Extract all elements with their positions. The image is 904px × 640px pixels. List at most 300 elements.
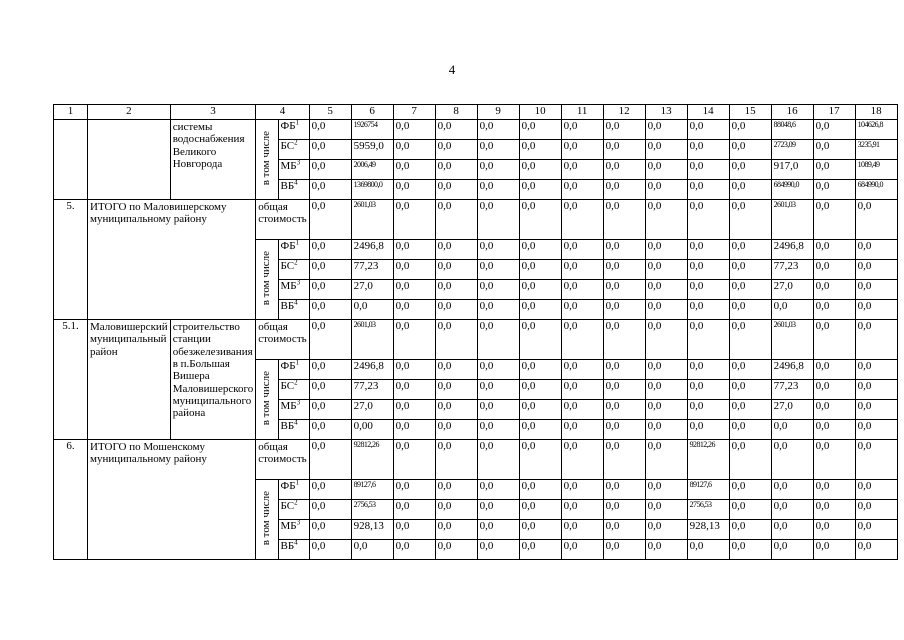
value-cell: 0,0 <box>687 280 729 300</box>
column-number: 3 <box>170 105 256 120</box>
value-cell: 0,0 <box>813 440 855 480</box>
value-cell: 0,0 <box>855 360 897 380</box>
value-cell: 0,0 <box>729 160 771 180</box>
value-cell: 0,0 <box>855 480 897 500</box>
value-cell: 0,0 <box>519 300 561 320</box>
value-cell: 0,0 <box>729 440 771 480</box>
value-cell: 0,0 <box>687 180 729 200</box>
value-cell: 0,0 <box>813 300 855 320</box>
value-cell: 0,0 <box>645 280 687 300</box>
project-name: системы водоснабжения Великого Новгорода <box>170 120 256 200</box>
value-cell: 0,0 <box>645 140 687 160</box>
value-cell: 0,0 <box>435 300 477 320</box>
value-cell: 0,0 <box>561 200 603 240</box>
value-cell: 0,0 <box>435 260 477 280</box>
column-number: 11 <box>561 105 603 120</box>
value-cell: 0,0 <box>813 120 855 140</box>
budget-code <box>278 480 309 500</box>
value-cell: 0,0 <box>855 440 897 480</box>
value-cell: 0,0 <box>435 420 477 440</box>
value-cell: 0,0 <box>729 520 771 540</box>
value-cell: 0,0 <box>729 380 771 400</box>
value-cell: 0,0 <box>309 520 351 540</box>
value-cell: 0,0 <box>393 200 435 240</box>
budget-code-index: 2 <box>294 499 298 507</box>
value-cell: 0,0 <box>561 540 603 560</box>
value-cell: 0,0 <box>519 360 561 380</box>
value-cell: 0,0 <box>561 280 603 300</box>
value-cell: 0,0 <box>477 320 519 360</box>
value-cell: 0,0 <box>645 540 687 560</box>
value-cell: 0,0 <box>603 420 645 440</box>
value-cell: 0,0 <box>309 400 351 420</box>
column-number: 13 <box>645 105 687 120</box>
budget-code-index: 4 <box>294 179 298 187</box>
value-cell: 0,0 <box>477 400 519 420</box>
budget-code <box>278 240 309 260</box>
budget-code <box>278 260 309 280</box>
value-cell: 0,0 <box>687 360 729 380</box>
value-cell: 2496,8 <box>351 240 393 260</box>
value-cell: 0,0 <box>645 360 687 380</box>
value-cell: 0,0 <box>309 360 351 380</box>
value-cell: 0,0 <box>603 500 645 520</box>
budget-code-index: 2 <box>294 139 298 147</box>
value-cell: 0,0 <box>393 120 435 140</box>
value-cell: 1089,49 <box>855 160 897 180</box>
value-cell: 0,0 <box>435 180 477 200</box>
value-cell: 0,0 <box>477 300 519 320</box>
value-cell: 0,0 <box>855 200 897 240</box>
value-cell: 0,0 <box>603 360 645 380</box>
value-cell: 0,0 <box>687 120 729 140</box>
column-number: 1 <box>54 105 88 120</box>
budget-code-text: ВБ <box>280 180 295 192</box>
value-cell: 0,0 <box>687 540 729 560</box>
district-name: Маловишерский муниципальный район <box>88 320 171 440</box>
value-cell: 0,0 <box>771 520 813 540</box>
value-cell: 0,0 <box>603 200 645 240</box>
value-cell: 27,0 <box>771 280 813 300</box>
value-cell: 0,0 <box>729 420 771 440</box>
value-cell: 0,0 <box>477 200 519 240</box>
column-number: 15 <box>729 105 771 120</box>
value-cell: 0,0 <box>435 160 477 180</box>
value-cell: 0,0 <box>813 480 855 500</box>
budget-code-index: 3 <box>296 399 301 407</box>
value-cell: 0,0 <box>519 440 561 480</box>
value-cell: 0,0 <box>729 400 771 420</box>
value-cell: 0,0 <box>729 300 771 320</box>
value-cell: 2006,49 <box>351 160 393 180</box>
district-name <box>88 120 171 200</box>
value-cell: 0,0 <box>435 480 477 500</box>
value-cell: 0,0 <box>309 420 351 440</box>
value-cell: 0,0 <box>393 160 435 180</box>
value-cell: 0,0 <box>435 540 477 560</box>
value-cell: 0,0 <box>435 120 477 140</box>
value-cell: 0,0 <box>477 180 519 200</box>
value-cell: 0,0 <box>729 180 771 200</box>
value-cell: 0,0 <box>687 160 729 180</box>
value-cell: 0,0 <box>561 260 603 280</box>
value-cell: 0,0 <box>603 520 645 540</box>
value-cell: 0,0 <box>309 300 351 320</box>
value-cell: 0,0 <box>729 140 771 160</box>
budget-code-text: ВБ <box>280 300 295 312</box>
value-cell: 0,0 <box>645 200 687 240</box>
value-cell: 0,0 <box>435 320 477 360</box>
value-cell: 2601,03 <box>771 320 813 360</box>
value-cell: 0,0 <box>603 160 645 180</box>
value-cell: 27,0 <box>771 400 813 420</box>
budget-code-text: МБ <box>280 160 297 172</box>
value-cell: 0,0 <box>393 420 435 440</box>
value-cell: 0,0 <box>309 440 351 480</box>
value-cell: 0,0 <box>351 540 393 560</box>
budget-code <box>278 360 309 380</box>
value-cell: 0,0 <box>519 240 561 260</box>
value-cell: 0,0 <box>687 240 729 260</box>
value-cell: 0,0 <box>393 380 435 400</box>
value-cell: 0,0 <box>393 500 435 520</box>
value-cell: 0,0 <box>309 380 351 400</box>
budget-code-index: 1 <box>295 479 300 487</box>
value-cell: 684990,0 <box>855 180 897 200</box>
section-title: ИТОГО по Маловишерскому муниципальному району <box>88 200 256 320</box>
value-cell: 0,0 <box>393 180 435 200</box>
value-cell: 0,0 <box>729 500 771 520</box>
section-total-row <box>54 200 898 240</box>
column-number: 10 <box>519 105 561 120</box>
value-cell: 0,0 <box>561 500 603 520</box>
value-cell: 0,0 <box>645 180 687 200</box>
value-cell: 0,0 <box>813 320 855 360</box>
value-cell: 2723,09 <box>771 140 813 160</box>
value-cell: 0,0 <box>561 440 603 480</box>
budget-code-text: МБ <box>280 280 297 292</box>
value-cell: 0,0 <box>393 260 435 280</box>
value-cell: 2601,03 <box>351 200 393 240</box>
value-cell: 0,0 <box>645 300 687 320</box>
value-cell: 0,0 <box>645 240 687 260</box>
value-cell: 0,0 <box>729 320 771 360</box>
including-label <box>256 480 278 560</box>
value-cell: 89127,6 <box>687 480 729 500</box>
value-cell: 2496,8 <box>771 360 813 380</box>
value-cell: 0,0 <box>645 320 687 360</box>
value-cell: 0,0 <box>393 140 435 160</box>
budget-code-text: ВБ <box>280 540 295 552</box>
value-cell: 0,0 <box>855 420 897 440</box>
total-cost-label: общая стоимость <box>256 440 309 480</box>
value-cell: 0,0 <box>729 120 771 140</box>
budget-code-text: БС <box>280 140 295 152</box>
value-cell: 0,0 <box>309 500 351 520</box>
value-cell: 0,00 <box>351 420 393 440</box>
value-cell: 0,0 <box>603 540 645 560</box>
value-cell: 0,0 <box>393 320 435 360</box>
value-cell: 0,0 <box>561 240 603 260</box>
value-cell: 0,0 <box>435 520 477 540</box>
value-cell: 0,0 <box>519 480 561 500</box>
value-cell: 0,0 <box>477 160 519 180</box>
value-cell: 0,0 <box>855 500 897 520</box>
value-cell: 917,0 <box>771 160 813 180</box>
value-cell: 0,0 <box>813 420 855 440</box>
value-cell: 5959,0 <box>351 140 393 160</box>
value-cell: 0,0 <box>855 540 897 560</box>
value-cell: 0,0 <box>309 180 351 200</box>
value-cell: 0,0 <box>855 320 897 360</box>
total-cost-label: общая стоимость <box>256 320 309 360</box>
value-cell: 0,0 <box>645 120 687 140</box>
column-number: 16 <box>771 105 813 120</box>
value-cell: 0,0 <box>519 280 561 300</box>
value-cell: 0,0 <box>729 360 771 380</box>
value-cell: 0,0 <box>771 480 813 500</box>
value-cell: 0,0 <box>477 540 519 560</box>
value-cell: 0,0 <box>561 480 603 500</box>
value-cell: 0,0 <box>603 320 645 360</box>
value-cell: 0,0 <box>309 480 351 500</box>
value-cell: 0,0 <box>813 160 855 180</box>
value-cell: 0,0 <box>645 500 687 520</box>
value-cell: 0,0 <box>561 120 603 140</box>
value-cell: 0,0 <box>393 520 435 540</box>
value-cell: 0,0 <box>855 240 897 260</box>
budget-code <box>278 380 309 400</box>
value-cell: 0,0 <box>813 200 855 240</box>
including-text: в том числе <box>260 130 273 185</box>
value-cell: 0,0 <box>603 440 645 480</box>
value-cell: 0,0 <box>519 400 561 420</box>
value-cell: 0,0 <box>393 300 435 320</box>
budget-code-index: 2 <box>294 379 298 387</box>
value-cell: 0,0 <box>813 360 855 380</box>
value-cell: 0,0 <box>519 160 561 180</box>
value-cell: 0,0 <box>309 140 351 160</box>
value-cell: 0,0 <box>477 260 519 280</box>
value-cell: 2496,8 <box>351 360 393 380</box>
column-number: 7 <box>393 105 435 120</box>
value-cell: 27,0 <box>351 400 393 420</box>
value-cell: 1926754 <box>351 120 393 140</box>
value-cell: 684990,0 <box>771 180 813 200</box>
budget-code-text: ФБ <box>280 360 296 372</box>
section-number: 6. <box>54 440 88 560</box>
value-cell: 0,0 <box>687 200 729 240</box>
budget-code-index: 4 <box>294 539 298 547</box>
budget-code-text: ФБ <box>280 120 296 132</box>
budget-code <box>278 280 309 300</box>
value-cell: 0,0 <box>393 480 435 500</box>
value-cell: 89127,6 <box>351 480 393 500</box>
value-cell: 0,0 <box>645 380 687 400</box>
value-cell: 0,0 <box>561 140 603 160</box>
including-label <box>256 360 278 440</box>
value-cell: 0,0 <box>855 260 897 280</box>
value-cell: 0,0 <box>729 200 771 240</box>
value-cell: 0,0 <box>477 440 519 480</box>
budget-code-text: МБ <box>280 520 297 532</box>
value-cell: 88048,6 <box>771 120 813 140</box>
budget-code-text: ФБ <box>280 240 296 252</box>
budget-code-text: МБ <box>280 400 297 412</box>
including-label <box>256 120 278 200</box>
value-cell: 0,0 <box>519 420 561 440</box>
value-cell: 0,0 <box>603 380 645 400</box>
total-cost-label: общая стоимость <box>256 200 309 240</box>
value-cell: 0,0 <box>351 300 393 320</box>
value-cell: 0,0 <box>435 240 477 260</box>
column-number: 17 <box>813 105 855 120</box>
section-total-row <box>54 440 898 480</box>
value-cell: 0,0 <box>771 500 813 520</box>
value-cell: 0,0 <box>813 520 855 540</box>
value-cell: 0,0 <box>603 400 645 420</box>
budget-code-text: ФБ <box>280 480 296 492</box>
value-cell: 0,0 <box>435 280 477 300</box>
budget-code-index: 4 <box>294 419 298 427</box>
value-cell: 0,0 <box>477 240 519 260</box>
value-cell: 0,0 <box>561 300 603 320</box>
value-cell: 0,0 <box>561 420 603 440</box>
value-cell: 2601,03 <box>351 320 393 360</box>
column-number: 8 <box>435 105 477 120</box>
budget-code-text: БС <box>280 260 295 272</box>
value-cell: 0,0 <box>309 540 351 560</box>
budget-code <box>278 300 309 320</box>
funding-row <box>54 120 898 140</box>
value-cell: 3235,91 <box>855 140 897 160</box>
value-cell: 104626,8 <box>855 120 897 140</box>
value-cell: 0,0 <box>855 280 897 300</box>
column-number: 2 <box>88 105 171 120</box>
value-cell: 0,0 <box>393 440 435 480</box>
value-cell: 2496,8 <box>771 240 813 260</box>
column-number: 6 <box>351 105 393 120</box>
column-number: 5 <box>309 105 351 120</box>
value-cell: 0,0 <box>645 440 687 480</box>
value-cell: 0,0 <box>813 500 855 520</box>
value-cell: 0,0 <box>561 400 603 420</box>
budget-code-index: 3 <box>296 519 301 527</box>
value-cell: 2756,53 <box>687 500 729 520</box>
column-number: 14 <box>687 105 729 120</box>
value-cell: 77,23 <box>771 260 813 280</box>
value-cell: 0,0 <box>519 180 561 200</box>
value-cell: 0,0 <box>855 400 897 420</box>
value-cell: 0,0 <box>393 360 435 380</box>
budget-code <box>278 120 309 140</box>
column-number: 18 <box>855 105 897 120</box>
header-row <box>54 105 898 120</box>
including-text: в том числе <box>260 490 273 545</box>
value-cell: 0,0 <box>645 480 687 500</box>
value-cell: 0,0 <box>477 380 519 400</box>
value-cell: 77,23 <box>351 380 393 400</box>
value-cell: 928,13 <box>351 520 393 540</box>
page-number: 4 <box>448 62 456 77</box>
budget-code-index: 3 <box>296 279 301 287</box>
value-cell: 0,0 <box>561 520 603 540</box>
value-cell: 0,0 <box>603 120 645 140</box>
value-cell: 0,0 <box>393 280 435 300</box>
section-number: 5.1. <box>54 320 88 440</box>
value-cell: 2601,03 <box>771 200 813 240</box>
column-number: 4 <box>256 105 309 120</box>
budget-code-index: 4 <box>294 299 298 307</box>
value-cell: 0,0 <box>435 500 477 520</box>
value-cell: 0,0 <box>309 280 351 300</box>
value-cell: 0,0 <box>561 360 603 380</box>
value-cell: 0,0 <box>645 160 687 180</box>
value-cell: 0,0 <box>519 380 561 400</box>
budget-code-text: БС <box>280 500 295 512</box>
value-cell: 0,0 <box>519 260 561 280</box>
value-cell: 0,0 <box>855 300 897 320</box>
value-cell: 0,0 <box>813 400 855 420</box>
value-cell: 0,0 <box>813 140 855 160</box>
value-cell: 0,0 <box>729 480 771 500</box>
budget-code <box>278 160 309 180</box>
value-cell: 0,0 <box>309 200 351 240</box>
section-total-row <box>54 320 898 360</box>
value-cell: 0,0 <box>729 240 771 260</box>
value-cell: 0,0 <box>855 380 897 400</box>
value-cell: 0,0 <box>855 520 897 540</box>
value-cell: 0,0 <box>309 160 351 180</box>
value-cell: 0,0 <box>813 280 855 300</box>
budget-table <box>53 104 898 560</box>
value-cell: 0,0 <box>477 500 519 520</box>
value-cell: 0,0 <box>519 120 561 140</box>
value-cell: 0,0 <box>687 420 729 440</box>
value-cell: 0,0 <box>435 440 477 480</box>
budget-code <box>278 140 309 160</box>
value-cell: 27,0 <box>351 280 393 300</box>
budget-code-text: ВБ <box>280 420 295 432</box>
value-cell: 0,0 <box>561 160 603 180</box>
value-cell: 0,0 <box>603 480 645 500</box>
value-cell: 0,0 <box>477 280 519 300</box>
budget-code <box>278 540 309 560</box>
value-cell: 0,0 <box>771 420 813 440</box>
value-cell: 0,0 <box>645 420 687 440</box>
value-cell: 0,0 <box>603 240 645 260</box>
value-cell: 0,0 <box>687 320 729 360</box>
budget-code <box>278 420 309 440</box>
value-cell: 0,0 <box>435 200 477 240</box>
section-number: 5. <box>54 200 88 320</box>
section-title: ИТОГО по Мошенскому муниципальному району <box>88 440 256 560</box>
value-cell: 0,0 <box>309 260 351 280</box>
value-cell: 0,0 <box>435 140 477 160</box>
budget-code-index: 3 <box>296 159 301 167</box>
value-cell: 0,0 <box>477 120 519 140</box>
value-cell: 0,0 <box>519 500 561 520</box>
value-cell: 0,0 <box>603 300 645 320</box>
value-cell: 0,0 <box>729 260 771 280</box>
value-cell: 0,0 <box>645 520 687 540</box>
column-number: 12 <box>603 105 645 120</box>
value-cell: 0,0 <box>309 120 351 140</box>
value-cell: 2756,53 <box>351 500 393 520</box>
value-cell: 0,0 <box>477 520 519 540</box>
value-cell: 0,0 <box>603 180 645 200</box>
value-cell: 0,0 <box>603 260 645 280</box>
